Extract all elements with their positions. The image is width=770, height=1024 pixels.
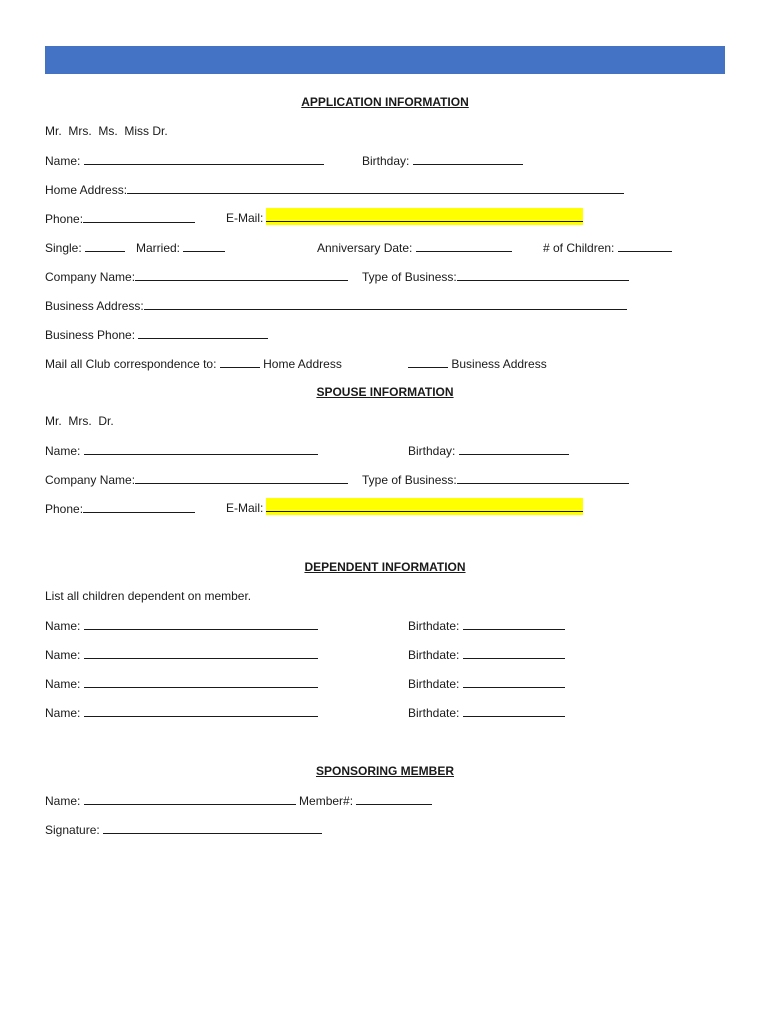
dependent-name-label: Name: (45, 648, 81, 662)
type-of-business-field[interactable] (362, 269, 629, 284)
business-address-field[interactable] (45, 298, 627, 313)
dependent-name-field[interactable] (45, 676, 318, 691)
name-label: Name: (45, 154, 81, 168)
signature-line[interactable] (103, 822, 322, 834)
business-phone-field[interactable] (45, 327, 268, 342)
name-field[interactable] (45, 153, 324, 168)
single-field[interactable] (45, 240, 125, 255)
section-heading-dependent: DEPENDENT INFORMATION (304, 560, 466, 574)
children-line[interactable] (618, 240, 672, 252)
children-label: # of Children: (543, 241, 615, 255)
business-phone-label: Business Phone: (45, 328, 136, 342)
spouse-title-options: Mr. Mrs. Dr. (45, 414, 114, 428)
home-address-label: Home Address: (45, 183, 128, 197)
dependent-birthdate-line[interactable] (463, 705, 565, 717)
dependent-name-line[interactable] (84, 676, 318, 688)
email-line (266, 221, 583, 222)
member-number-label: Member#: (299, 794, 354, 808)
dependent-name-field[interactable] (45, 618, 318, 633)
dependent-birthdate-label: Birthdate: (408, 677, 460, 691)
spouse-name-field[interactable] (45, 443, 318, 458)
anniversary-label: Anniversary Date: (317, 241, 413, 255)
dependent-name-line[interactable] (84, 618, 318, 630)
dependent-name-field[interactable] (45, 705, 318, 720)
spouse-name-label: Name: (45, 444, 81, 458)
sponsor-name-field[interactable] (45, 793, 432, 808)
spouse-company-name-line[interactable] (135, 472, 348, 484)
spouse-type-of-business-field[interactable] (362, 472, 629, 487)
spouse-email-line (266, 511, 583, 512)
signature-label: Signature: (45, 823, 100, 837)
spouse-name-line[interactable] (84, 443, 318, 455)
birthday-line[interactable] (413, 153, 523, 165)
type-of-business-label: Type of Business: (362, 270, 457, 284)
section-heading-spouse: SPOUSE INFORMATION (316, 385, 454, 399)
single-line[interactable] (85, 240, 125, 252)
dependent-birthdate-field[interactable] (408, 647, 565, 662)
birthday-label: Birthday: (362, 154, 410, 168)
dependent-name-line[interactable] (84, 647, 318, 659)
married-field[interactable] (136, 240, 225, 255)
spouse-birthday-label: Birthday: (408, 444, 456, 458)
spouse-phone-line[interactable] (83, 501, 195, 513)
spouse-phone-label: Phone: (45, 502, 84, 516)
dependent-birthdate-field[interactable] (408, 705, 565, 720)
dependent-birthdate-label: Birthdate: (408, 706, 460, 720)
spouse-email-field[interactable] (266, 498, 583, 515)
mail-to-field[interactable] (45, 356, 342, 371)
type-of-business-line[interactable] (457, 269, 629, 281)
home-address-field[interactable] (45, 182, 624, 197)
anniversary-line[interactable] (416, 240, 512, 252)
dependent-name-line[interactable] (84, 705, 318, 717)
sponsor-name-line[interactable] (84, 793, 296, 805)
name-line[interactable] (84, 153, 324, 165)
spouse-company-name-field[interactable] (45, 472, 348, 487)
dependent-birthdate-field[interactable] (408, 676, 565, 691)
spouse-phone-field[interactable] (45, 501, 195, 516)
mail-home-line[interactable] (220, 356, 260, 368)
dependent-birthdate-label: Birthdate: (408, 648, 460, 662)
mail-to-label: Mail all Club correspondence to: (45, 357, 217, 371)
spouse-birthday-line[interactable] (459, 443, 569, 455)
married-label: Married: (136, 241, 181, 255)
section-heading-sponsoring: SPONSORING MEMBER (315, 764, 454, 778)
children-field[interactable] (543, 240, 672, 255)
spouse-email-label: E-Mail: (226, 501, 264, 515)
signature-field[interactable] (45, 822, 322, 837)
section-heading-application: APPLICATION INFORMATION (301, 95, 469, 109)
dependent-birthdate-line[interactable] (463, 676, 565, 688)
company-name-line[interactable] (135, 269, 348, 281)
married-line[interactable] (183, 240, 225, 252)
header-banner (45, 46, 725, 74)
business-address-label: Business Address: (45, 299, 144, 313)
dependent-birthdate-field[interactable] (408, 618, 565, 633)
mail-business-option: Business Address (451, 357, 547, 371)
email-field[interactable] (266, 208, 583, 225)
phone-label: Phone: (45, 212, 84, 226)
single-label: Single: (45, 241, 82, 255)
email-label: E-Mail: (226, 211, 264, 225)
mail-business-line[interactable] (408, 356, 448, 368)
dependent-instruction: List all children dependent on member. (45, 589, 252, 603)
member-number-line[interactable] (356, 793, 432, 805)
mail-business-field[interactable] (408, 356, 547, 371)
title-options: Mr. Mrs. Ms. Miss Dr. (45, 124, 168, 138)
spouse-type-of-business-line[interactable] (457, 472, 629, 484)
dependent-name-label: Name: (45, 619, 81, 633)
dependent-name-field[interactable] (45, 647, 318, 662)
anniversary-field[interactable] (317, 240, 512, 255)
company-name-label: Company Name: (45, 270, 136, 284)
dependent-birthdate-label: Birthdate: (408, 619, 460, 633)
company-name-field[interactable] (45, 269, 348, 284)
business-address-line[interactable] (144, 298, 627, 310)
spouse-company-name-label: Company Name: (45, 473, 136, 487)
mail-home-option: Home Address (263, 357, 342, 371)
dependent-birthdate-line[interactable] (463, 647, 565, 659)
spouse-type-of-business-label: Type of Business: (362, 473, 457, 487)
spouse-birthday-field[interactable] (408, 443, 569, 458)
dependent-name-label: Name: (45, 706, 81, 720)
business-phone-line[interactable] (138, 327, 268, 339)
home-address-line[interactable] (127, 182, 624, 194)
sponsor-name-label: Name: (45, 794, 81, 808)
phone-field[interactable] (45, 211, 195, 226)
phone-line[interactable] (83, 211, 195, 223)
dependent-name-label: Name: (45, 677, 81, 691)
dependent-birthdate-line[interactable] (463, 618, 565, 630)
birthday-field[interactable] (362, 153, 523, 168)
